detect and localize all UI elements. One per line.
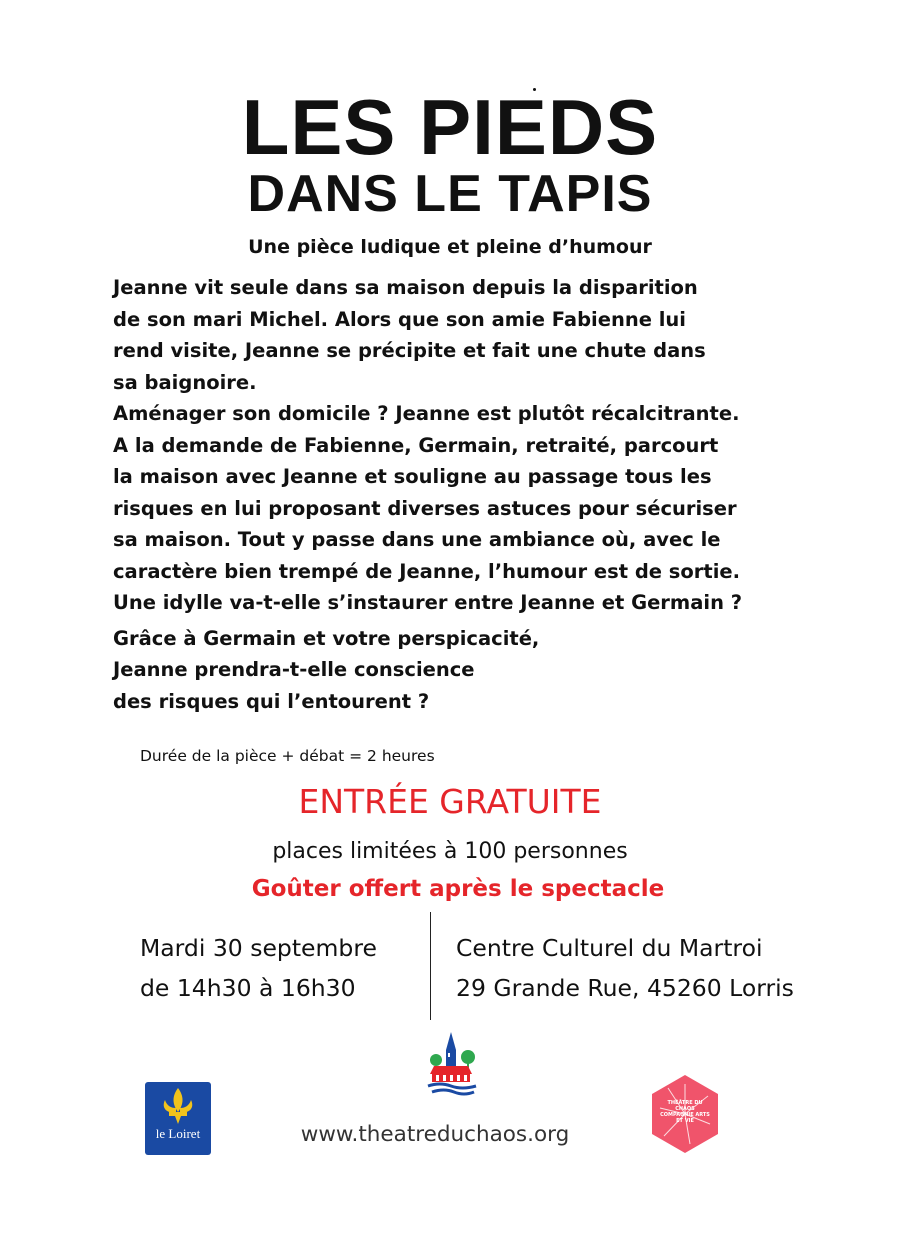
synopsis-line: Aménager son domicile ? Jeanne est plutôt récalcitrante.: [113, 402, 740, 425]
church-icon: [422, 1030, 480, 1098]
page-title-line1: LES PIEDS: [241, 83, 659, 171]
synopsis-line: sa baignoire.: [113, 370, 257, 394]
event-time-line: de 14h30 à 16h30: [140, 974, 356, 1002]
page-title-line2: DANS LE TAPIS: [247, 165, 653, 223]
synopsis-line: Une idylle va-t-elle s’instaurer entre Jeanne et Germain ?: [113, 591, 743, 614]
synopsis-line: rend visite, Jeanne se précipite et fait une chute dans: [113, 339, 706, 362]
event-date: [140, 928, 377, 1008]
synopsis-line: de son mari Michel. Alors que son amie Fabienne lui: [113, 307, 686, 331]
synopsis-line: Grâce à Germain et votre perspicacité,: [113, 626, 540, 650]
synopsis-line: Jeanne prendra-t-elle conscience: [113, 658, 475, 681]
free-entry-heading: ENTRÉE GRATUITE: [298, 782, 602, 821]
synopsis: [113, 272, 843, 717]
snack-offer-text: Goûter offert après le spectacle: [251, 876, 665, 902]
synopsis-line: sa maison. Tout y passe dans une ambiance où, avec le: [113, 528, 721, 551]
limited-seats-text: places limitées à 100 personnes: [272, 839, 628, 864]
theatre-du-chaos-logo: [650, 1074, 720, 1154]
synopsis-line: des risques qui l’entourent ?: [113, 689, 430, 713]
synopsis-line: risques en lui proposant diverses astuces pour sécuriser: [113, 496, 737, 520]
loiret-logo-label: le Loiret: [155, 1126, 201, 1141]
synopsis-line: caractère bien trempé de Jeanne, l’humour est de sortie.: [113, 559, 741, 583]
duration-text: Durée de la pièce + débat = 2 heures: [140, 747, 435, 765]
lorris-town-logo: [422, 1030, 480, 1098]
subtitle: Une pièce ludique et pleine d’humour: [248, 236, 652, 258]
website-link[interactable]: www.theatreduchaos.org: [300, 1122, 570, 1147]
synopsis-line: Jeanne vit seule dans sa maison depuis la disparition: [113, 276, 698, 299]
event-date-line: Mardi 30 septembre: [140, 934, 377, 962]
info-divider: [430, 912, 431, 1020]
synopsis-line: A la demande de Fabienne, Germain, retraité, parcourt: [113, 433, 719, 457]
synopsis-line: la maison avec Jeanne et souligne au passage tous les: [113, 465, 712, 488]
venue-address: 29 Grande Rue, 45260 Lorris: [456, 974, 794, 1002]
venue-name: Centre Culturel du Martroi: [456, 934, 763, 962]
theatre-logo-label: THÉÂTRE DU CHAOS COMPAGNIE ARTS ET VIE: [660, 1100, 710, 1124]
event-location: [456, 928, 794, 1008]
